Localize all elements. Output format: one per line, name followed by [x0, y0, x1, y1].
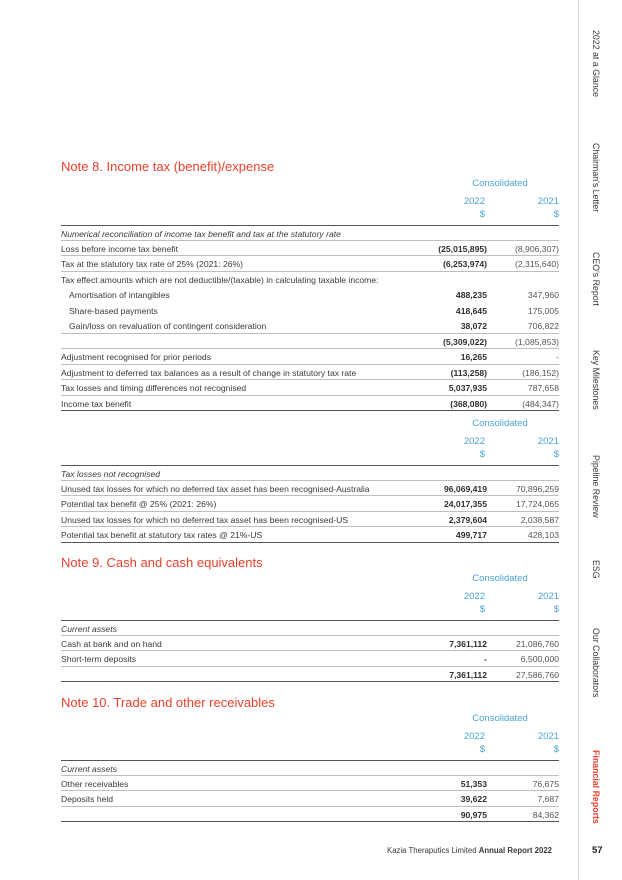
col-year: 2021	[537, 436, 559, 447]
value-2021: (1,085,853)	[515, 336, 559, 347]
value-2022: (5,309,022)	[443, 336, 487, 347]
row-label: Unused tax losses for which no deferred tax asset has been recognised-US	[61, 514, 349, 525]
col-year: 2022	[463, 196, 485, 207]
note10-table	[61, 760, 559, 822]
note8-table2-col-2022	[425, 435, 485, 461]
table-row	[61, 225, 559, 241]
note10-consolidated-header: Consolidated	[472, 713, 528, 724]
col-year: 2022	[463, 436, 485, 447]
row-label: Tax effect amounts which are not deductible/(taxable) in calculating taxable income:	[61, 274, 379, 285]
row-label: Gain/loss on revaluation of contingent consideration	[69, 321, 267, 331]
table-row-total	[61, 807, 559, 823]
row-label: Loss before income tax benefit	[61, 243, 179, 254]
col-year: 2021	[537, 591, 559, 602]
nav-item-esg[interactable]: ESG	[591, 560, 601, 579]
note9-title: Note 9. Cash and cash equivalents	[61, 555, 263, 570]
table-row-total	[61, 667, 559, 683]
note10-col-2021	[499, 730, 559, 756]
note8-title: Note 8. Income tax (benefit)/expense	[61, 159, 275, 174]
table-row	[61, 496, 559, 512]
value-2021: (186,152)	[522, 367, 559, 378]
value-2022: 38,072	[460, 321, 487, 331]
table-row	[61, 318, 559, 334]
value-2021: (484,347)	[522, 398, 559, 409]
table-row	[61, 272, 559, 288]
table-row	[61, 512, 559, 528]
value-2021: -	[556, 352, 559, 362]
table-row	[61, 365, 559, 381]
row-label: Tax at the statutory tax rate of 25% (2021: 26%)	[61, 259, 243, 269]
note8-consolidated-header: Consolidated	[472, 178, 528, 189]
table-row	[61, 349, 559, 365]
value-2022: 499,717	[455, 530, 487, 540]
table-row	[61, 636, 559, 652]
note10-title: Note 10. Trade and other receivables	[61, 695, 275, 710]
value-2021: 27,586,760	[515, 669, 559, 680]
row-label: Numerical reconciliation of income tax benefit and tax at the statutory rate	[61, 229, 341, 239]
value-2021: 84,362	[532, 809, 559, 820]
row-label: Other receivables	[61, 778, 129, 789]
value-2022: 2,379,604	[448, 514, 487, 525]
table-row	[61, 465, 559, 481]
section-nav-sidebar	[578, 0, 622, 880]
value-2021: (2,315,640)	[515, 259, 559, 269]
note9-consolidated-header: Consolidated	[472, 573, 528, 584]
table-row-total	[61, 396, 559, 412]
col-unit: $	[479, 604, 485, 615]
nav-item-2022-at-a-glance[interactable]: 2022 at a Glance	[591, 30, 601, 98]
col-year: 2021	[537, 196, 559, 207]
value-2021: 70,896,259	[515, 483, 559, 494]
table-row	[61, 303, 559, 319]
row-label: Current assets	[61, 624, 117, 634]
note8-table1	[61, 225, 559, 411]
table-row	[61, 256, 559, 272]
note10-col-2022	[425, 730, 485, 756]
value-2021: 76,675	[532, 778, 559, 789]
value-2022: 16,265	[460, 352, 487, 362]
value-2022: 39,622	[460, 794, 487, 804]
value-2021: 347,960	[527, 290, 559, 300]
value-2021: 428,103	[527, 530, 559, 540]
col-unit: $	[553, 744, 559, 755]
note9-col-2022	[425, 590, 485, 616]
table-row	[61, 791, 559, 807]
value-2022: (25,015,895)	[438, 243, 487, 254]
row-label: Share-based payments	[69, 305, 158, 316]
table-row	[61, 760, 559, 776]
table-row	[61, 241, 559, 257]
value-2021: 17,724,065	[515, 499, 559, 509]
row-label: Adjustment recognised for prior periods	[61, 352, 211, 362]
table-row	[61, 651, 559, 667]
nav-item-chairmans-letter[interactable]: Chairman's Letter	[591, 143, 601, 213]
value-2022: (368,080)	[450, 398, 487, 409]
note8-table2-consolidated-header: Consolidated	[472, 418, 528, 429]
value-2022: 24,017,355	[443, 499, 487, 509]
row-label: Tax losses not recognised	[61, 469, 161, 479]
value-2022: 7,361,112	[449, 669, 487, 680]
value-2021: 6,500,000	[520, 654, 559, 664]
value-2022: 7,361,112	[449, 638, 487, 649]
row-label: Income tax benefit	[61, 398, 132, 409]
col-unit: $	[553, 209, 559, 220]
note9-col-2021	[499, 590, 559, 616]
note8-table2	[61, 465, 559, 543]
row-label: Potential tax benefit at statutory tax rates @ 21%-US	[61, 530, 263, 540]
value-2022: 96,069,419	[443, 483, 487, 494]
row-label: Current assets	[61, 764, 117, 774]
value-2022: -	[484, 654, 487, 664]
col-year: 2022	[463, 591, 485, 602]
value-2021: 787,658	[527, 383, 559, 393]
value-2021: 175,005	[527, 305, 559, 316]
value-2022: (113,258)	[450, 367, 487, 378]
nav-item-ceos-report[interactable]: CEO's Report	[591, 252, 601, 306]
nav-item-financial-reports[interactable]: Financial Reports	[591, 750, 601, 824]
row-label: Short-term deposits	[61, 654, 136, 664]
page-number: 57	[592, 845, 603, 856]
note8-col-2021	[499, 195, 559, 221]
col-unit: $	[479, 449, 485, 460]
col-unit: $	[553, 449, 559, 460]
value-2021: 21,086,760	[515, 638, 559, 649]
table-row	[61, 620, 559, 636]
row-label: Tax losses and timing differences not recognised	[61, 383, 247, 393]
value-2022: 488,235	[455, 290, 487, 300]
col-year: 2022	[463, 731, 485, 742]
col-year: 2021	[537, 731, 559, 742]
col-unit: $	[553, 604, 559, 615]
page-footer	[387, 846, 552, 855]
footer-report: Annual Report 2022	[478, 846, 552, 855]
value-2022: 51,353	[460, 778, 487, 789]
table-row	[61, 776, 559, 792]
row-label: Potential tax benefit @ 25% (2021: 26%)	[61, 499, 217, 509]
value-2021: 706,822	[527, 321, 559, 331]
table-row	[61, 481, 559, 497]
row-label: Deposits held	[61, 794, 114, 804]
note8-col-2022	[425, 195, 485, 221]
note9-table	[61, 620, 559, 682]
value-2022: (6,253,974)	[443, 259, 487, 269]
row-label: Cash at bank and on hand	[61, 638, 162, 649]
table-row	[61, 527, 559, 543]
nav-item-key-milestones[interactable]: Key Milestones	[591, 350, 601, 410]
nav-item-our-collaborators[interactable]: Our Collaborators	[591, 628, 601, 698]
table-row-subtotal	[61, 334, 559, 350]
row-label: Adjustment to deferred tax balances as a result of change in statutory tax rate	[61, 367, 357, 378]
note8-table2-col-2021	[499, 435, 559, 461]
nav-item-pipeline-review[interactable]: Pipeline Review	[591, 455, 601, 518]
value-2021: (8,906,307)	[515, 243, 559, 254]
row-label: Amortisation of intangibles	[69, 290, 170, 300]
value-2022: 418,645	[455, 305, 487, 316]
value-2021: 7,687	[537, 794, 559, 804]
value-2022: 90,975	[460, 809, 487, 820]
table-row	[61, 380, 559, 396]
value-2021: 2,038,587	[520, 514, 559, 525]
table-row	[61, 287, 559, 303]
footer-company: Kazia Theraputics Limited	[387, 846, 477, 855]
value-2022: 5,037,935	[448, 383, 487, 393]
row-label: Unused tax losses for which no deferred tax asset has been recognised-Australia	[61, 483, 370, 494]
col-unit: $	[479, 744, 485, 755]
col-unit: $	[479, 209, 485, 220]
